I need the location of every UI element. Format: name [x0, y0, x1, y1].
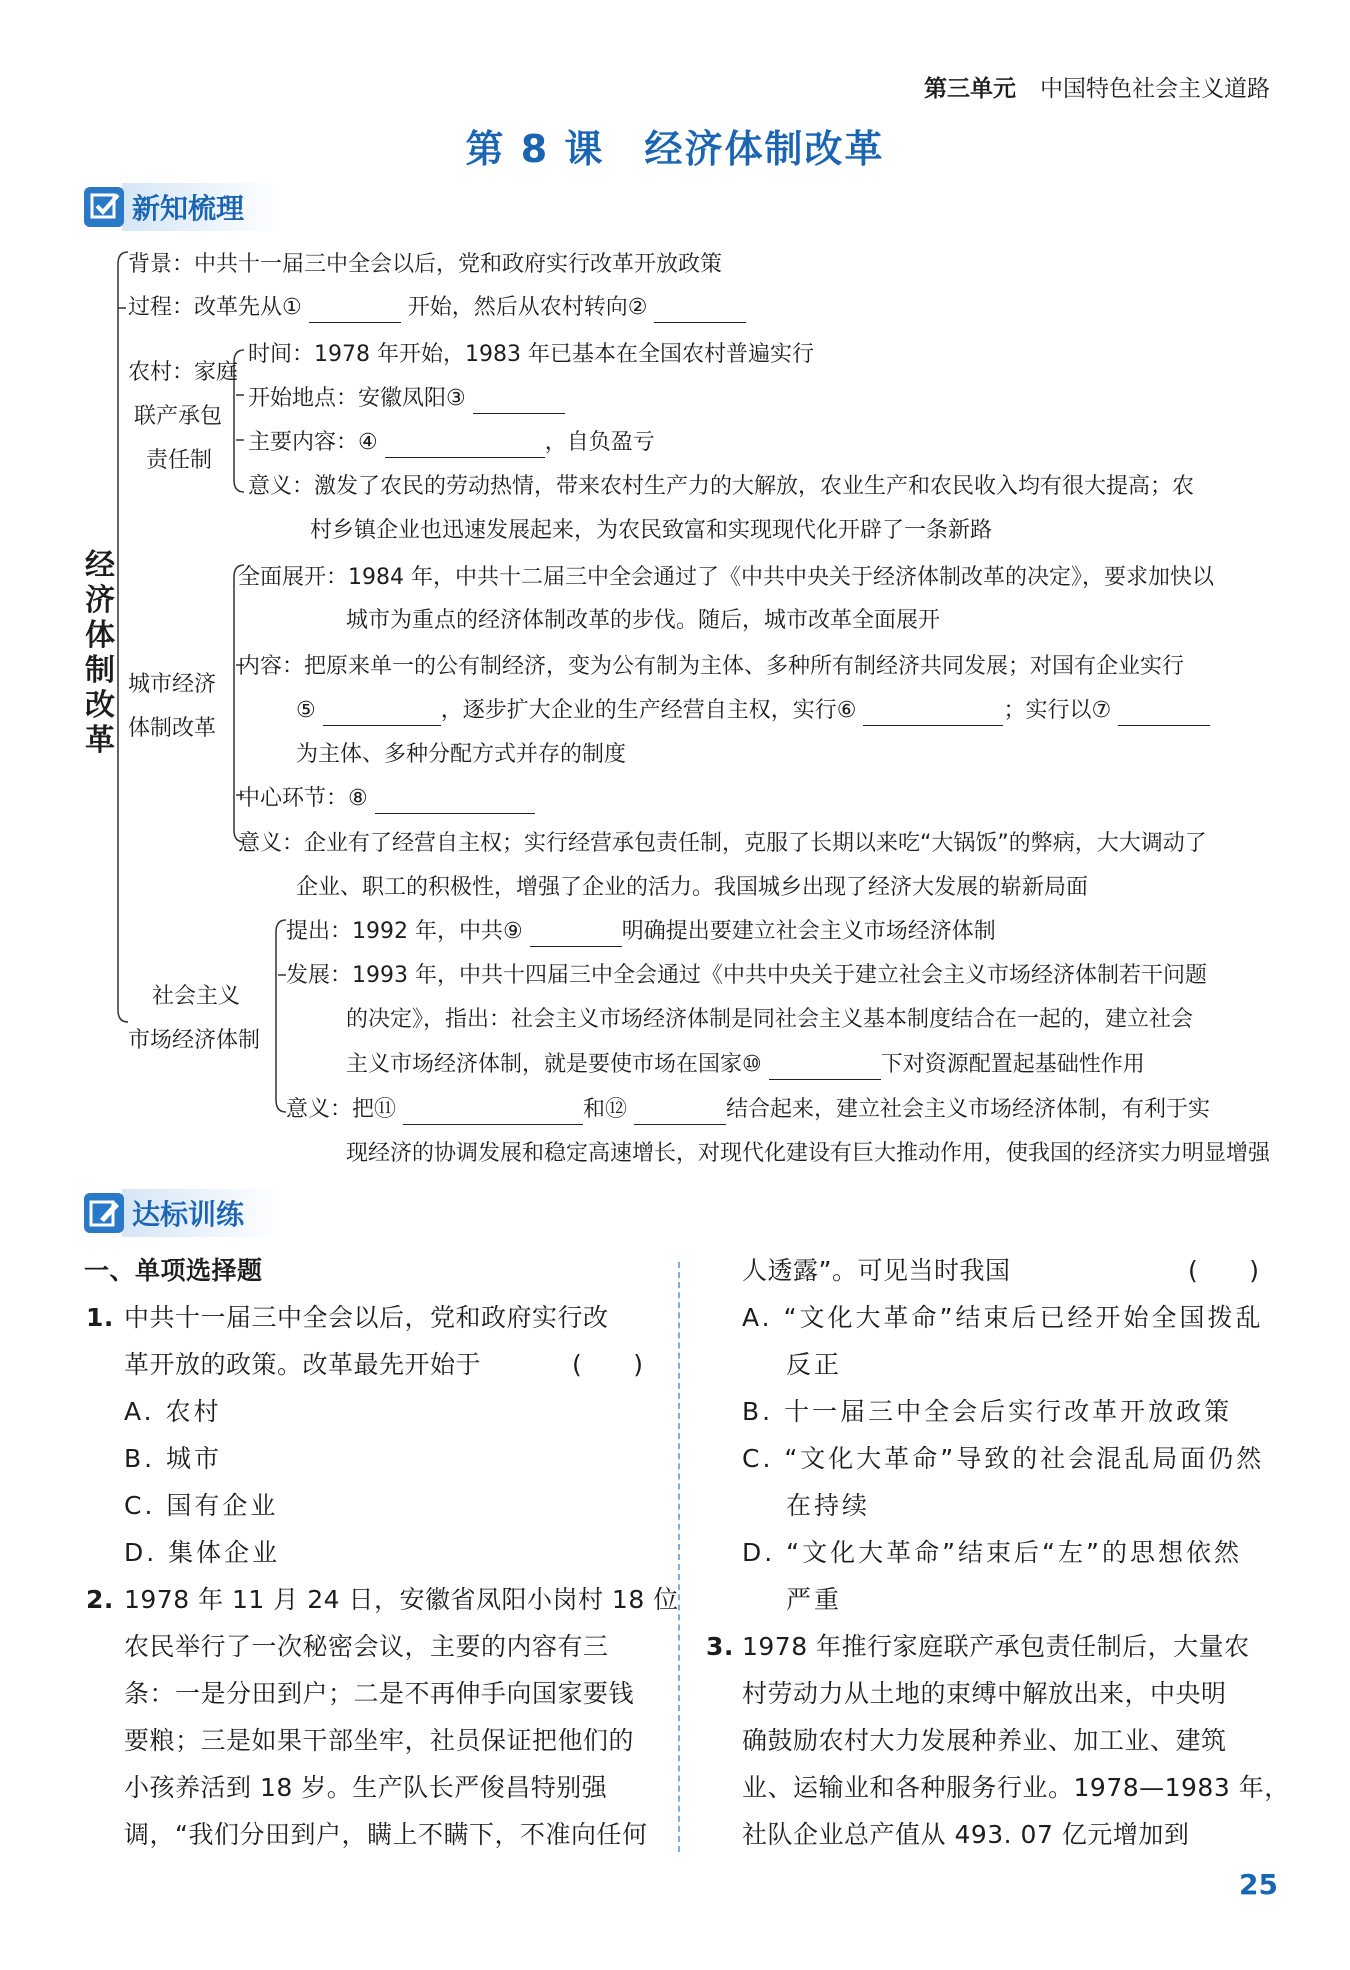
urban-label-2: 体制改革: [128, 716, 217, 741]
q2-option-b[interactable]: B. 十一届三中全会后实行改革开放政策: [742, 1397, 1233, 1426]
rural-label-2: 联产承包: [134, 404, 223, 429]
rural-meaning-1: 意义：激发了农民的劳动热情，带来农村生产力的大解放，农业生产和农民收入均有很大提高；农: [248, 474, 1195, 499]
blank-11[interactable]: [403, 1102, 583, 1125]
outline-background: 背景：中共十一届三中全会以后，党和政府实行改革开放政策: [128, 252, 723, 277]
q1-line-1: 中共十一届三中全会以后，党和政府实行改: [124, 1303, 609, 1332]
urban-full-1: 全面展开：1984 年，中共十二届三中全会通过了《中共中央关于经济体制改革的决定》，要求加快以: [238, 565, 1214, 590]
q2-line-3: 条：一是分田到户；二是不再伸手向国家要钱: [124, 1679, 635, 1708]
market-meaning-1: 意义：把⑪ 和⑫ 结合起来，建立社会主义市场经济体制，有利于实: [286, 1095, 1210, 1125]
market-develop-2: 的决定》，指出：社会主义市场经济体制是同社会主义基本制度结合在一起的，建立社会: [346, 1007, 1194, 1032]
blank-2[interactable]: [654, 300, 746, 323]
q1-option-b[interactable]: B. 城市: [124, 1444, 223, 1473]
q3-line-1: 1978 年推行家庭联产承包责任制后，大量农: [742, 1632, 1250, 1661]
q2-line-5: 小孩养活到 18 岁。生产队长严俊昌特别强: [124, 1773, 608, 1802]
outline-process: 过程：改革先从① 开始，然后从农村转向②: [128, 293, 746, 323]
q1-option-c[interactable]: C. 国有企业: [124, 1491, 279, 1520]
q2-line-1: 1978 年 11 月 24 日，安徽省凤阳小岗村 18 位: [124, 1585, 679, 1614]
urban-meaning-2: 企业、职工的积极性，增强了企业的活力。我国城乡出现了经济大发展的崭新局面: [296, 875, 1089, 900]
q2-answer-paren[interactable]: ( ): [1188, 1256, 1260, 1285]
blank-7[interactable]: [1118, 703, 1210, 726]
blank-6[interactable]: [863, 703, 1003, 726]
blank-1[interactable]: [309, 300, 401, 323]
unit-title: 中国特色社会主义道路: [1040, 76, 1270, 102]
blank-9[interactable]: [530, 924, 622, 947]
urban-content-2: ⑤ ，逐步扩大企业的生产经营自主权，实行⑥ ；实行以⑦: [296, 696, 1210, 726]
urban-content-1: 内容：把原来单一的公有制经济，变为公有制为主体、多种所有制经济共同发展；对国有企业实行: [238, 654, 1185, 679]
q2-line-4: 要粮；三是如果干部坐牢，社员保证把他们的: [124, 1726, 635, 1755]
pencil-icon: [84, 1193, 124, 1233]
lesson-name: 经济体制改革: [644, 127, 885, 171]
rural-content: 主要内容：④ ，自负盈亏: [248, 428, 655, 458]
q1-line-2: 革开放的政策。改革最先开始于: [124, 1350, 482, 1379]
blank-3[interactable]: [473, 391, 565, 414]
q1-number: 1.: [86, 1303, 114, 1332]
section-label: 新知梳理: [122, 183, 284, 231]
blank-8[interactable]: [375, 791, 535, 814]
q1-option-a[interactable]: A. 农村: [124, 1397, 222, 1426]
q2-option-d-cont: 严重: [786, 1585, 843, 1614]
blank-4[interactable]: [385, 435, 545, 458]
q3-line-3: 确鼓励农村大力发展种养业、加工业、建筑: [742, 1726, 1227, 1755]
page-number: 25: [1239, 1868, 1278, 1901]
q3-line-5: 社队企业总产值从 493. 07 亿元增加到: [742, 1820, 1190, 1849]
rural-place: 开始地点：安徽凤阳③: [248, 384, 565, 414]
urban-meaning-1: 意义：企业有了经营自主权；实行经营承包责任制，克服了长期以来吃“大锅饭”的弊病，大大调动了: [238, 831, 1207, 856]
q2-option-c-cont: 在持续: [786, 1491, 871, 1520]
rural-label-3: 责任制: [146, 448, 213, 473]
rural-meaning-2: 村乡镇企业也迅速发展起来，为农民致富和实现现代化开辟了一条新路: [310, 518, 993, 543]
q2-line-2: 农民举行了一次秘密会议，主要的内容有三: [124, 1632, 609, 1661]
q2-option-d[interactable]: D. “文化大革命”结束后“左”的思想依然: [742, 1538, 1242, 1567]
market-label-1: 社会主义: [152, 984, 241, 1009]
urban-center: 中心环节：⑧: [238, 784, 535, 814]
lesson-number: 第 8 课: [465, 127, 605, 171]
market-propose: 提出：1992 年，中共⑨ 明确提出要建立社会主义市场经济体制: [286, 917, 996, 947]
urban-full-2: 城市为重点的经济体制改革的步伐。随后，城市改革全面展开: [346, 608, 941, 633]
unit-label: 第三单元: [924, 76, 1016, 102]
section-label: 达标训练: [122, 1189, 284, 1237]
q2-option-a-cont: 反正: [786, 1350, 843, 1379]
market-develop-1: 发展：1993 年，中共十四届三中全会通过《中共中央关于建立社会主义市场经济体制若干问题: [286, 963, 1207, 988]
q2-line-6: 调，“我们分田到户，瞒上不瞒下，不准向任何: [124, 1820, 648, 1849]
blank-5[interactable]: [323, 703, 441, 726]
market-develop-3: 主义市场经济体制，就是要使市场在国家⑩ 下对资源配置起基础性作用: [346, 1050, 1145, 1080]
urban-label-1: 城市经济: [128, 672, 217, 697]
rural-time: 时间：1978 年开始，1983 年已基本在全国农村普遍实行: [248, 342, 814, 367]
blank-10[interactable]: [769, 1057, 881, 1080]
q3-line-2: 村劳动力从土地的束缚中解放出来，中央明: [742, 1679, 1227, 1708]
market-label-2: 市场经济体制: [128, 1028, 261, 1053]
q2-number: 2.: [86, 1585, 114, 1614]
blank-12[interactable]: [634, 1102, 726, 1125]
market-meaning-2: 现经济的协调发展和稳定高速增长，对现代化建设有巨大推动作用，使我国的经济实力明显增强: [346, 1141, 1271, 1166]
section-heading-practice: [84, 1190, 284, 1236]
rural-label-1: 农村：家庭: [128, 360, 239, 385]
q2-option-c[interactable]: C. “文化大革命”导致的社会混乱局面仍然: [742, 1444, 1265, 1473]
q2-option-a[interactable]: A. “文化大革命”结束后已经开始全国拨乱: [742, 1303, 1264, 1332]
q3-line-4: 业、运输业和各种服务行业。1978—1983 年，: [742, 1773, 1290, 1802]
q1-answer-paren[interactable]: ( ): [572, 1350, 644, 1379]
q3-number: 3.: [706, 1632, 734, 1661]
q2-continuation: 人透露”。可见当时我国: [742, 1256, 1011, 1285]
column-divider: [678, 1262, 680, 1852]
part-title: 一、单项选择题: [84, 1256, 263, 1285]
q1-option-d[interactable]: D. 集体企业: [124, 1538, 281, 1567]
outline-root: 经济体制改革: [85, 548, 115, 758]
urban-content-3: 为主体、多种分配方式并存的制度: [296, 742, 627, 767]
